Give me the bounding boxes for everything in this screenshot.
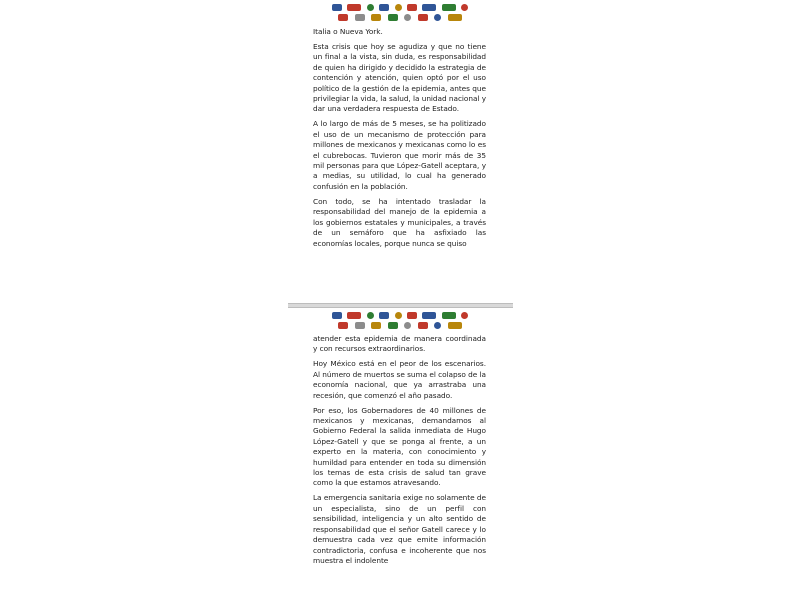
state-seal-icon	[434, 14, 441, 21]
paragraph: Italia o Nueva York.	[313, 27, 383, 36]
logos-row-top	[332, 311, 468, 320]
state-logo-icon	[442, 312, 456, 319]
state-logo-icon	[388, 322, 398, 329]
state-seal-icon	[434, 322, 441, 329]
state-seal-icon	[367, 4, 374, 11]
paragraph: atender esta epidemia de manera coordinada y con recursos extraordinarios.	[313, 334, 486, 354]
state-logo-icon	[388, 14, 398, 21]
state-seal-icon	[461, 4, 468, 11]
logos-row-bottom	[332, 321, 468, 330]
state-seal-icon	[395, 312, 402, 319]
state-logo-icon	[338, 14, 348, 21]
paragraph: Por eso, los Gobernadores de 40 millones de mexicanos y mexicanas, demandamos al Gobierno Federal la salida inmediata de Hugo López-Gatell y que se ponga al frente, a un experto en la materia, con conocimiento y humildad para entender en toda su dimensión los temas de esta crisis de salud tan grave como la que estamos atravesando.	[313, 405, 486, 488]
state-logos-header	[332, 311, 468, 331]
state-seal-icon	[332, 312, 342, 319]
state-seal-icon	[404, 322, 411, 329]
state-seal-icon	[461, 312, 468, 319]
state-logo-icon	[355, 322, 365, 329]
paragraph: A lo largo de más de 5 meses, se ha politizado el uso de un mecanismo de protección para millones de mexicanos y mexicanas como lo es el cubrebocas. Tuvieron que morir más de 35 mil personas para que López-Gatell aceptara, y a medias, su utilidad, lo cual ha generado confusión en la población.	[313, 119, 486, 191]
state-logo-icon	[407, 312, 417, 319]
paragraph: Hoy México está en el peor de los escenarios. Al número de muertos se suma el colapso de la economía nacional, que ya arrastraba una recesión, que comenzó el año pasado.	[313, 359, 486, 400]
state-seal-icon	[404, 14, 411, 21]
state-logo-icon	[371, 322, 381, 329]
state-logos-header	[332, 3, 468, 23]
document-page-1	[288, 0, 513, 304]
paragraph: Esta crisis que hoy se agudiza y que no tiene un final a la vista, sin duda, es responsabilidad de quien ha dirigido y decidido la estrategia de contención y atención, quien optó por el uso político de la gestión de la epidemia, antes que privilegiar la vida, la salud, la unidad nacional y dar una verdadera respuesta de Estado.	[313, 42, 486, 114]
state-logo-icon	[379, 312, 389, 319]
state-logo-icon	[338, 322, 348, 329]
page-2-body	[313, 334, 486, 571]
state-logo-icon	[371, 14, 381, 21]
state-seal-icon	[332, 4, 342, 11]
document-page-2	[288, 308, 513, 600]
paragraph: Con todo, se ha intentado trasladar la responsabilidad del manejo de la epidemia a los gobiernos estatales y municipales, a través de un semáforo que ha asfixiado las economías locales, porque nunca se quiso	[313, 196, 486, 248]
state-seal-icon	[418, 14, 428, 21]
state-seal-icon	[418, 322, 428, 329]
state-seal-icon	[395, 4, 402, 11]
logos-row-top	[332, 3, 468, 12]
state-seal-icon	[367, 312, 374, 319]
page-1-body	[313, 27, 486, 254]
state-logo-icon	[422, 4, 436, 11]
state-logo-icon	[422, 312, 436, 319]
state-logo-icon	[355, 14, 365, 21]
state-logo-icon	[379, 4, 389, 11]
state-logo-icon	[407, 4, 417, 11]
state-logo-icon	[347, 312, 361, 319]
logos-row-bottom	[332, 13, 468, 22]
state-logo-icon	[448, 14, 462, 21]
paragraph: La emergencia sanitaria exige no solamente de un especialista, sino de un perfil con sensibilidad, inteligencia y un alto sentido de responsabilidad que el señor Gatell carece y lo demuestra cada vez que emite información contradictoria, confusa e incoherente que nos muestra el indolente	[313, 493, 486, 565]
state-logo-icon	[347, 4, 361, 11]
state-logo-icon	[442, 4, 456, 11]
state-logo-icon	[448, 322, 462, 329]
